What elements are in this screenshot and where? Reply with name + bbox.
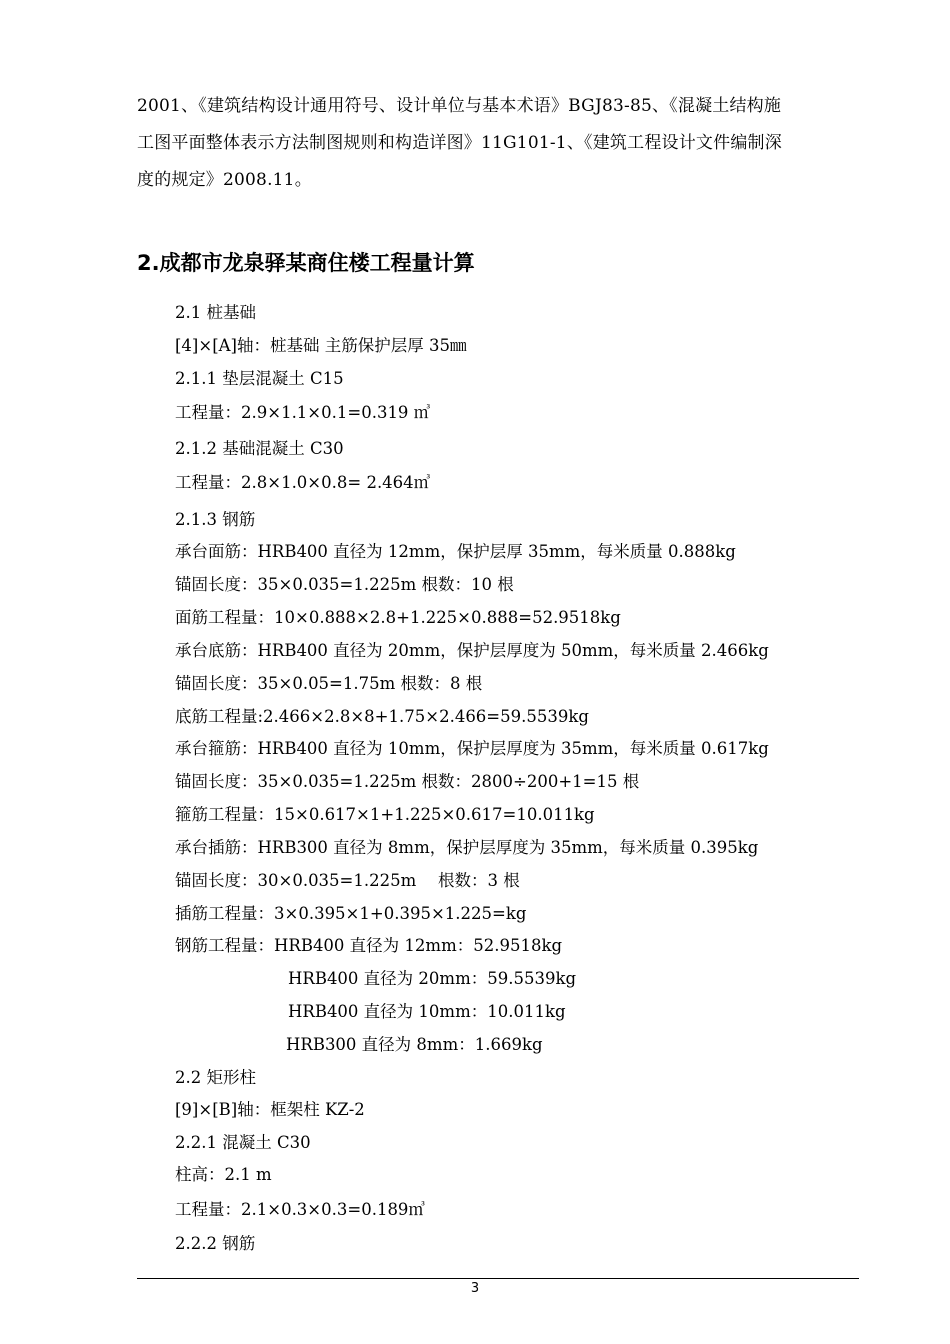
text-line: 面筋工程量：10×0.888×2.8+1.225×0.888=52.9518kg	[175, 608, 621, 627]
text-line: [4]×[A]轴：桩基础 主筋保护层厚 35㎜	[175, 336, 467, 355]
text-line: 工程量：2.1×0.3×0.3=0.189㎥	[175, 1200, 425, 1219]
text-line: 锚固长度：35×0.05=1.75m 根数：8 根	[175, 674, 483, 693]
text-line: 底筋工程量:2.466×2.8×8+1.75×2.466=59.5539kg	[175, 707, 589, 726]
footer-rule	[137, 1278, 859, 1279]
intro-line: 度的规定》2008.11。	[137, 170, 312, 190]
text-line: 锚固长度：35×0.035=1.225m 根数：10 根	[175, 575, 514, 594]
text-line: 锚固长度：30×0.035=1.225m 根数：3 根	[175, 871, 520, 890]
page-number: 3	[470, 1281, 480, 1296]
text-line: 工程量：2.9×1.1×0.1=0.319 ㎥	[175, 403, 431, 422]
text-line: 工程量：2.8×1.0×0.8= 2.464㎥	[175, 473, 431, 492]
text-line: 承台箍筋：HRB400 直径为 10mm，保护层厚度为 35mm，每米质量 0.617kg	[175, 739, 769, 758]
text-line: 箍筋工程量：15×0.617×1+1.225×0.617=10.011kg	[175, 805, 595, 824]
section-heading: 2.成都市龙泉驿某商住楼工程量计算	[137, 251, 475, 275]
subsection-title: 2.2 矩形柱	[175, 1068, 256, 1087]
subsection-title: 2.1.1 垫层混凝土 C15	[175, 369, 344, 388]
text-line: 钢筋工程量：HRB400 直径为 12mm：52.9518kg	[175, 936, 563, 955]
subsection-title: 2.1 桩基础	[175, 303, 256, 322]
text-line: HRB300 直径为 8mm：1.669kg	[286, 1035, 543, 1054]
text-line: 锚固长度：35×0.035=1.225m 根数：2800÷200+1=15 根	[175, 772, 640, 791]
text-line: [9]×[B]轴：框架柱 KZ-2	[175, 1100, 365, 1119]
subsection-title: 2.2.2 钢筋	[175, 1234, 256, 1253]
subsection-title: 2.2.1 混凝土 C30	[175, 1133, 311, 1152]
subsection-title: 2.1.3 钢筋	[175, 510, 256, 529]
text-line: 柱高：2.1 m	[175, 1165, 272, 1184]
text-line: HRB400 直径为 20mm：59.5539kg	[288, 969, 577, 988]
text-line: 承台底筋：HRB400 直径为 20mm，保护层厚度为 50mm，每米质量 2.466kg	[175, 641, 769, 660]
intro-line: 2001、《建筑结构设计通用符号、设计单位与基本术语》BGJ83-85、《混凝土结构施	[137, 96, 782, 116]
text-line: HRB400 直径为 10mm：10.011kg	[288, 1002, 566, 1021]
intro-paragraph	[137, 88, 862, 199]
intro-line: 工图平面整体表示方法制图规则和构造详图》11G101-1、《建筑工程设计文件编制深	[137, 133, 782, 153]
text-line: 插筋工程量：3×0.395×1+0.395×1.225=kg	[175, 904, 527, 923]
text-line: 承台插筋：HRB300 直径为 8mm，保护层厚度为 35mm，每米质量 0.395kg	[175, 838, 759, 857]
subsection-title: 2.1.2 基础混凝土 C30	[175, 439, 344, 458]
text-line: 承台面筋：HRB400 直径为 12mm，保护层厚 35mm，每米质量 0.888kg	[175, 542, 736, 561]
